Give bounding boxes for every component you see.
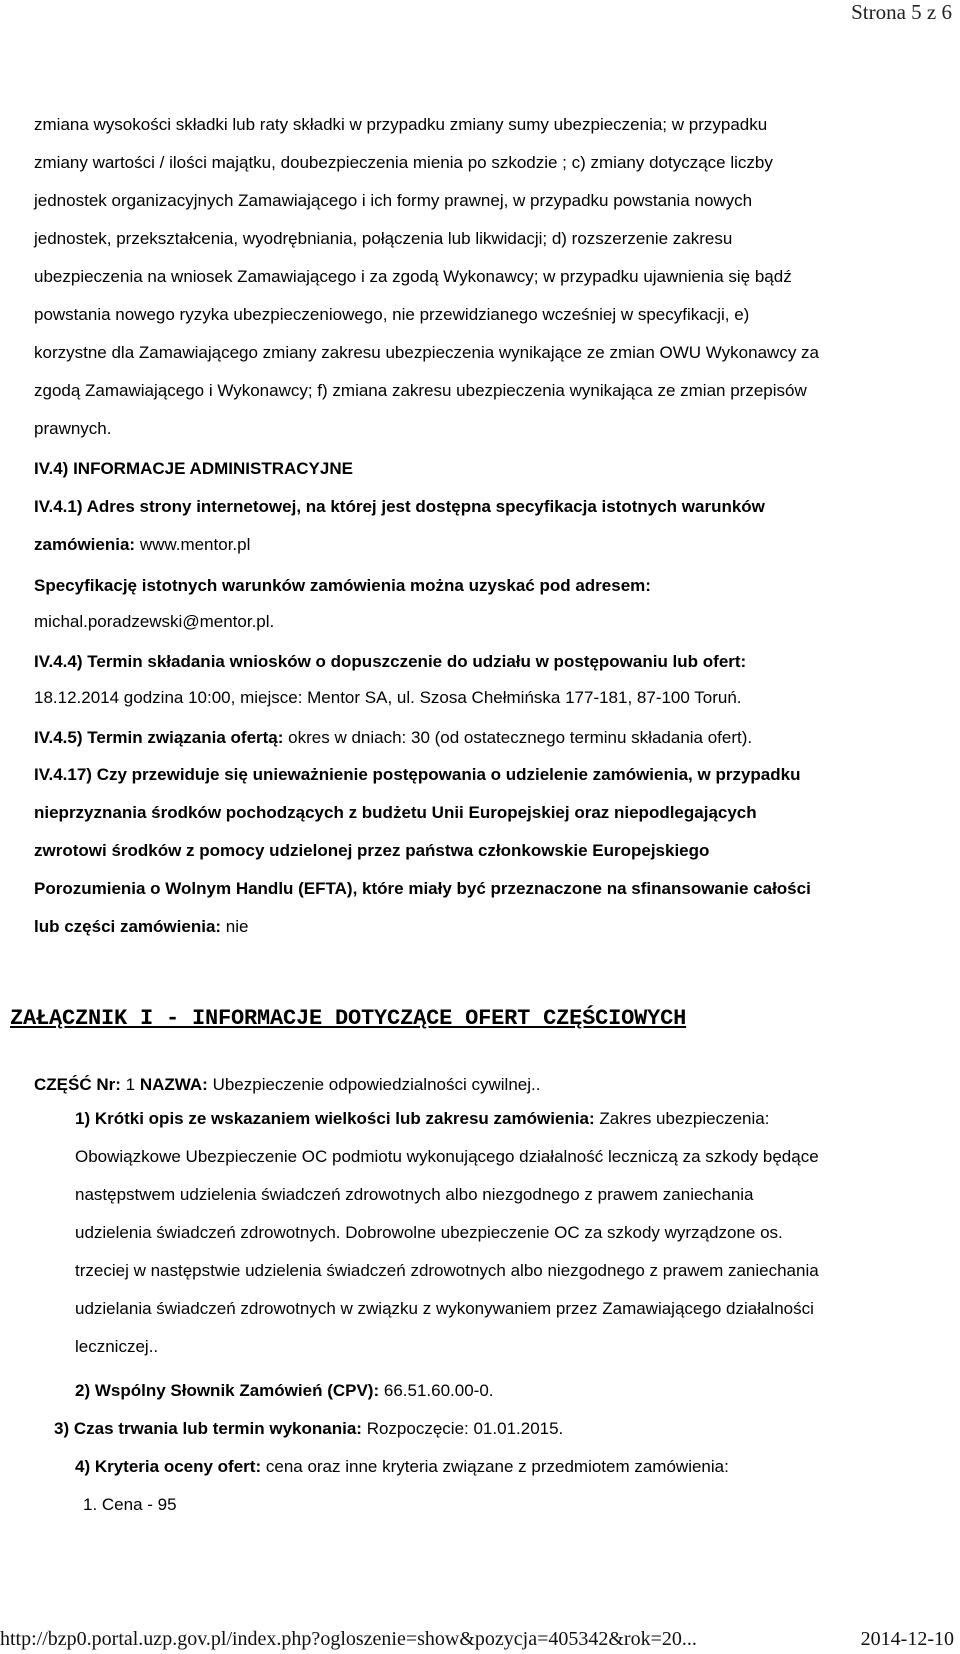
text-line: zwrotowi środków z pomocy udzielonej przez państwa członkowskie Europejskiego bbox=[34, 841, 710, 860]
document-body bbox=[10, 106, 939, 1524]
item4-label: 4) Kryteria oceny ofert: bbox=[75, 1457, 262, 1476]
annex-title: ZAŁĄCZNIK I - INFORMACJE DOTYCZĄCE OFERT CZĘŚCIOWYCH bbox=[10, 1006, 687, 1031]
annex-item-duration bbox=[34, 1410, 939, 1448]
part-nr-label: CZĘŚĆ Nr: bbox=[34, 1075, 121, 1094]
iv41-label-cont: zamówienia: bbox=[34, 535, 136, 554]
text-line: zgodą Zamawiającego i Wykonawcy; f) zmiana zakresu ubezpieczenia wynikająca ze zmian przepisów bbox=[34, 381, 807, 400]
spec-address bbox=[34, 568, 939, 640]
text-line: udzielenia świadczeń zdrowotnych. Dobrowolne ubezpieczenie OC za szkody wyrządzone os. bbox=[75, 1223, 783, 1242]
part-name-label: NAZWA: bbox=[139, 1075, 208, 1094]
text-line: korzystne dla Zamawiającego zmiany zakresu ubezpieczenia wynikające ze zmian OWU Wykonawcy za bbox=[34, 343, 819, 362]
footer-date: 2014-12-10 bbox=[860, 1628, 954, 1650]
part-name-value: Ubezpieczenie odpowiedzialności cywilnej.. bbox=[212, 1075, 541, 1094]
footer-url[interactable]: http://bzp0.portal.uzp.gov.pl/index.php?ogloszenie=show&pozycja=405342&rok=20... bbox=[0, 1628, 697, 1650]
item2-value: 66.51.60.00-0. bbox=[383, 1381, 494, 1400]
text-line: powstania nowego ryzyka ubezpieczeniowego, nie przewidzianego wcześniej w specyfikacji, e) bbox=[34, 305, 750, 324]
intro-paragraph bbox=[34, 106, 939, 448]
iv417-value: nie bbox=[225, 917, 249, 936]
annex-item-criteria bbox=[34, 1448, 939, 1486]
text-line: nieprzyznania środków pochodzących z budżetu Unii Europejskiej oraz niepodlegających bbox=[34, 803, 757, 822]
text-line: Obowiązkowe Ubezpieczenie OC podmiotu wykonującego działalność leczniczą za szkody będące bbox=[75, 1147, 819, 1166]
item1-label: 1) Krótki opis ze wskazaniem wielkości lub zakresu zamówienia: bbox=[75, 1109, 595, 1128]
iv45-binding bbox=[34, 720, 939, 756]
annex-item-description bbox=[34, 1100, 939, 1366]
text-line: trzeciej w następstwie udzielenia świadczeń zdrowotnych albo niezgodnego z prawem zaniechania bbox=[75, 1261, 819, 1280]
iv41-website bbox=[34, 488, 939, 564]
text-line: leczniczej.. bbox=[75, 1337, 159, 1356]
iv417-question bbox=[34, 756, 939, 946]
item1-first-value: Zakres ubezpieczenia: bbox=[599, 1109, 770, 1128]
iv41-label: IV.4.1) Adres strony internetowej, na której jest dostępna specyfikacja istotnych warunków bbox=[34, 497, 765, 516]
text-line: następstwem udzielenia świadczeń zdrowotnych albo niezgodnego z prawem zaniechania bbox=[75, 1185, 754, 1204]
text-line: zmiana wysokości składki lub raty składki w przypadku zmiany sumy ubezpieczenia; w przypadku bbox=[34, 115, 768, 134]
text-line: Porozumienia o Wolnym Handlu (EFTA), które miały być przeznaczone na sfinansowanie całości bbox=[34, 879, 811, 898]
iv45-value: okres w dniach: 30 (od ostatecznego terminu składania ofert). bbox=[288, 728, 753, 747]
iv44-label: IV.4.4) Termin składania wniosków o dopuszczenie do udziału w postępowaniu lub ofert: bbox=[34, 652, 747, 671]
text-line: prawnych. bbox=[34, 419, 112, 438]
iv45-label: IV.4.5) Termin związania ofertą: bbox=[34, 728, 284, 747]
part-nr-value: 1 bbox=[125, 1075, 136, 1094]
criteria-list-item: 1. Cena - 95 bbox=[83, 1495, 177, 1514]
text-line: zmiany wartości / ilości majątku, doubezpieczenia mienia po szkodzie ; c) zmiany dotyczące liczby bbox=[34, 153, 773, 172]
text-line: udzielania świadczeń zdrowotnych w związku z wykonywaniem przez Zamawiającego działalności bbox=[75, 1299, 814, 1318]
section-heading-iv4: IV.4) INFORMACJE ADMINISTRACYJNE bbox=[34, 459, 353, 478]
text-line: ubezpieczenia na wniosek Zamawiającego i za zgodą Wykonawcy; w przypadku ujawnienia się bądź bbox=[34, 267, 792, 286]
website-link[interactable]: www.mentor.pl bbox=[139, 535, 251, 554]
text-line: jednostek, przekształcenia, wyodrębniania, połączenia lub likwidacji; d) rozszerzenie zakresu bbox=[34, 229, 733, 248]
spec-email[interactable]: michal.poradzewski@mentor.pl. bbox=[34, 612, 275, 631]
iv44-deadline bbox=[34, 644, 939, 716]
page-footer bbox=[0, 1624, 960, 1654]
spec-label: Specyfikację istotnych warunków zamówienia można uzyskać pod adresem: bbox=[34, 576, 651, 595]
page-number: Strona 5 z 6 bbox=[851, 0, 952, 24]
item3-value: Rozpoczęcie: 01.01.2015. bbox=[366, 1419, 564, 1438]
item4-value: cena oraz inne kryteria związane z przedmiotem zamówienia: bbox=[265, 1457, 729, 1476]
text-line: jednostek organizacyjnych Zamawiającego i ich formy prawnej, w przypadku powstania nowych bbox=[34, 191, 753, 210]
item2-label: 2) Wspólny Słownik Zamówień (CPV): bbox=[75, 1381, 380, 1400]
text-line: IV.4.17) Czy przewiduje się unieważnienie postępowania o udzielenie zamówienia, w przypadku bbox=[34, 765, 801, 784]
item3-label: 3) Czas trwania lub termin wykonania: bbox=[54, 1419, 362, 1438]
iv417-last-label: lub części zamówienia: bbox=[34, 917, 222, 936]
annex-item-cpv bbox=[34, 1372, 939, 1410]
iv44-value: 18.12.2014 godzina 10:00, miejsce: Mentor SA, ul. Szosa Chełmińska 177-181, 87-100 Toruń. bbox=[34, 688, 742, 707]
part-line bbox=[34, 1070, 939, 1100]
